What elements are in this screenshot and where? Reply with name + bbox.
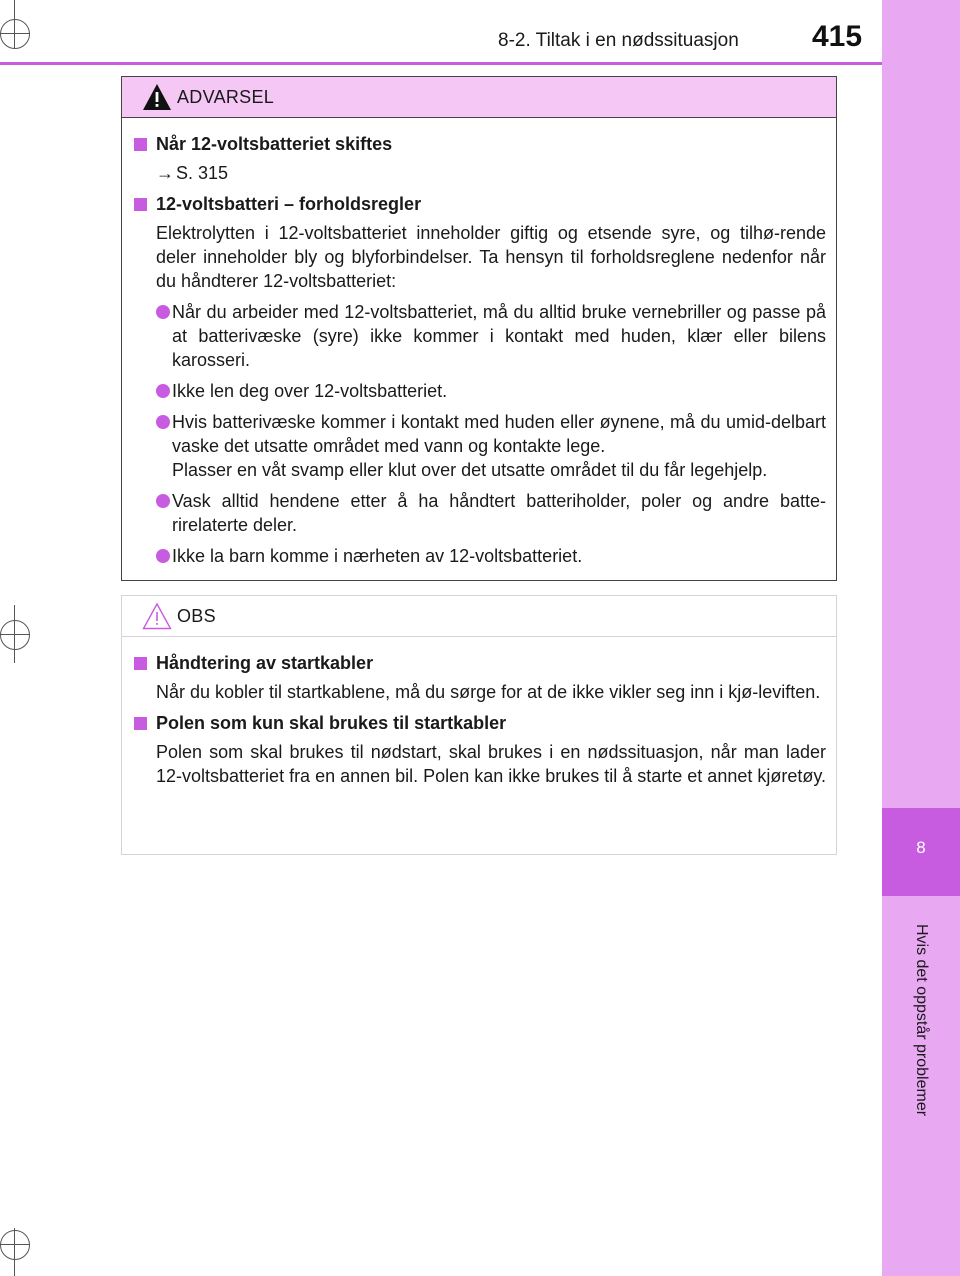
round-bullet-icon bbox=[156, 305, 170, 319]
warning-section-title: Når 12-voltsbatteriet skiftes bbox=[132, 132, 826, 156]
warning-triangle-icon bbox=[142, 83, 172, 111]
caution-paragraph: Når du kobler til startkablene, må du sørge for at de ikke vikler seg inn i kjø-leviften. bbox=[156, 682, 821, 702]
caution-label: OBS bbox=[177, 606, 216, 626]
round-bullet-icon bbox=[156, 384, 170, 398]
list-item: Ikke len deg over 12-voltsbatteriet. bbox=[132, 379, 826, 403]
square-bullet-icon bbox=[134, 138, 147, 151]
warning-paragraph: Elektrolytten i 12-voltsbatteriet inneholder giftig og etsende syre, og tilhø-rende deler inneholder bly og blyforbindelser. Ta hensyn til forholdsreglene nedenfor når du håndterer 12-voltsbatteriet: bbox=[156, 223, 826, 291]
square-bullet-icon bbox=[134, 198, 147, 211]
arrow-right-icon: → bbox=[156, 163, 174, 183]
round-bullet-icon bbox=[156, 494, 170, 508]
caution-triangle-icon bbox=[142, 602, 172, 630]
caution-section-title: Håndtering av startkabler bbox=[132, 651, 826, 675]
reference-link[interactable]: → S. 315 bbox=[156, 163, 229, 183]
list-item: Hvis batterivæske kommer i kontakt med huden eller øynene, må du umid-delbart vaske det utsatte området med vann og kontakte lege. Plasser en våt svamp eller klut over det utsatte området til du får legehjelp. bbox=[132, 410, 826, 482]
list-item: Når du arbeider med 12-voltsbatteriet, må du alltid bruke vernebriller og passe på at batterivæske (syre) ikke kommer i kontakt med huden, klær eller bilens karosseri. bbox=[132, 300, 826, 372]
section-title: 8-2. Tiltak i en nødssituasjon bbox=[498, 30, 739, 51]
square-bullet-icon bbox=[134, 657, 147, 670]
warning-section-title: 12-voltsbatteri – forholdsregler bbox=[132, 192, 826, 216]
list-item: Ikke la barn komme i nærheten av 12-voltsbatteriet. bbox=[132, 544, 826, 568]
page-number: 415 bbox=[812, 20, 863, 53]
warning-box bbox=[121, 76, 837, 581]
chapter-title: Hvis det oppstår problemer bbox=[913, 923, 930, 1117]
caution-body bbox=[122, 637, 836, 788]
square-bullet-icon bbox=[134, 717, 147, 730]
warning-label: ADVARSEL bbox=[177, 87, 275, 107]
caution-box bbox=[121, 595, 837, 855]
round-bullet-icon bbox=[156, 549, 170, 563]
caution-header bbox=[122, 596, 836, 637]
warning-body bbox=[122, 118, 836, 568]
caution-section-title: Polen som kun skal brukes til startkabler bbox=[132, 711, 826, 735]
chapter-number: 8 bbox=[916, 838, 926, 857]
caution-paragraph: Polen som skal brukes til nødstart, skal brukes i en nødssituasjon, når man lader 12-voltsbatteriet fra en annen bil. Polen kan ikke brukes til å starte et annet kjøretøy. bbox=[156, 742, 827, 786]
warning-header bbox=[122, 77, 836, 118]
round-bullet-icon bbox=[156, 415, 170, 429]
list-item: Vask alltid hendene etter å ha håndtert batteriholder, poler og andre batte-rirelaterte deler. bbox=[132, 489, 826, 537]
header-rule bbox=[0, 62, 882, 65]
